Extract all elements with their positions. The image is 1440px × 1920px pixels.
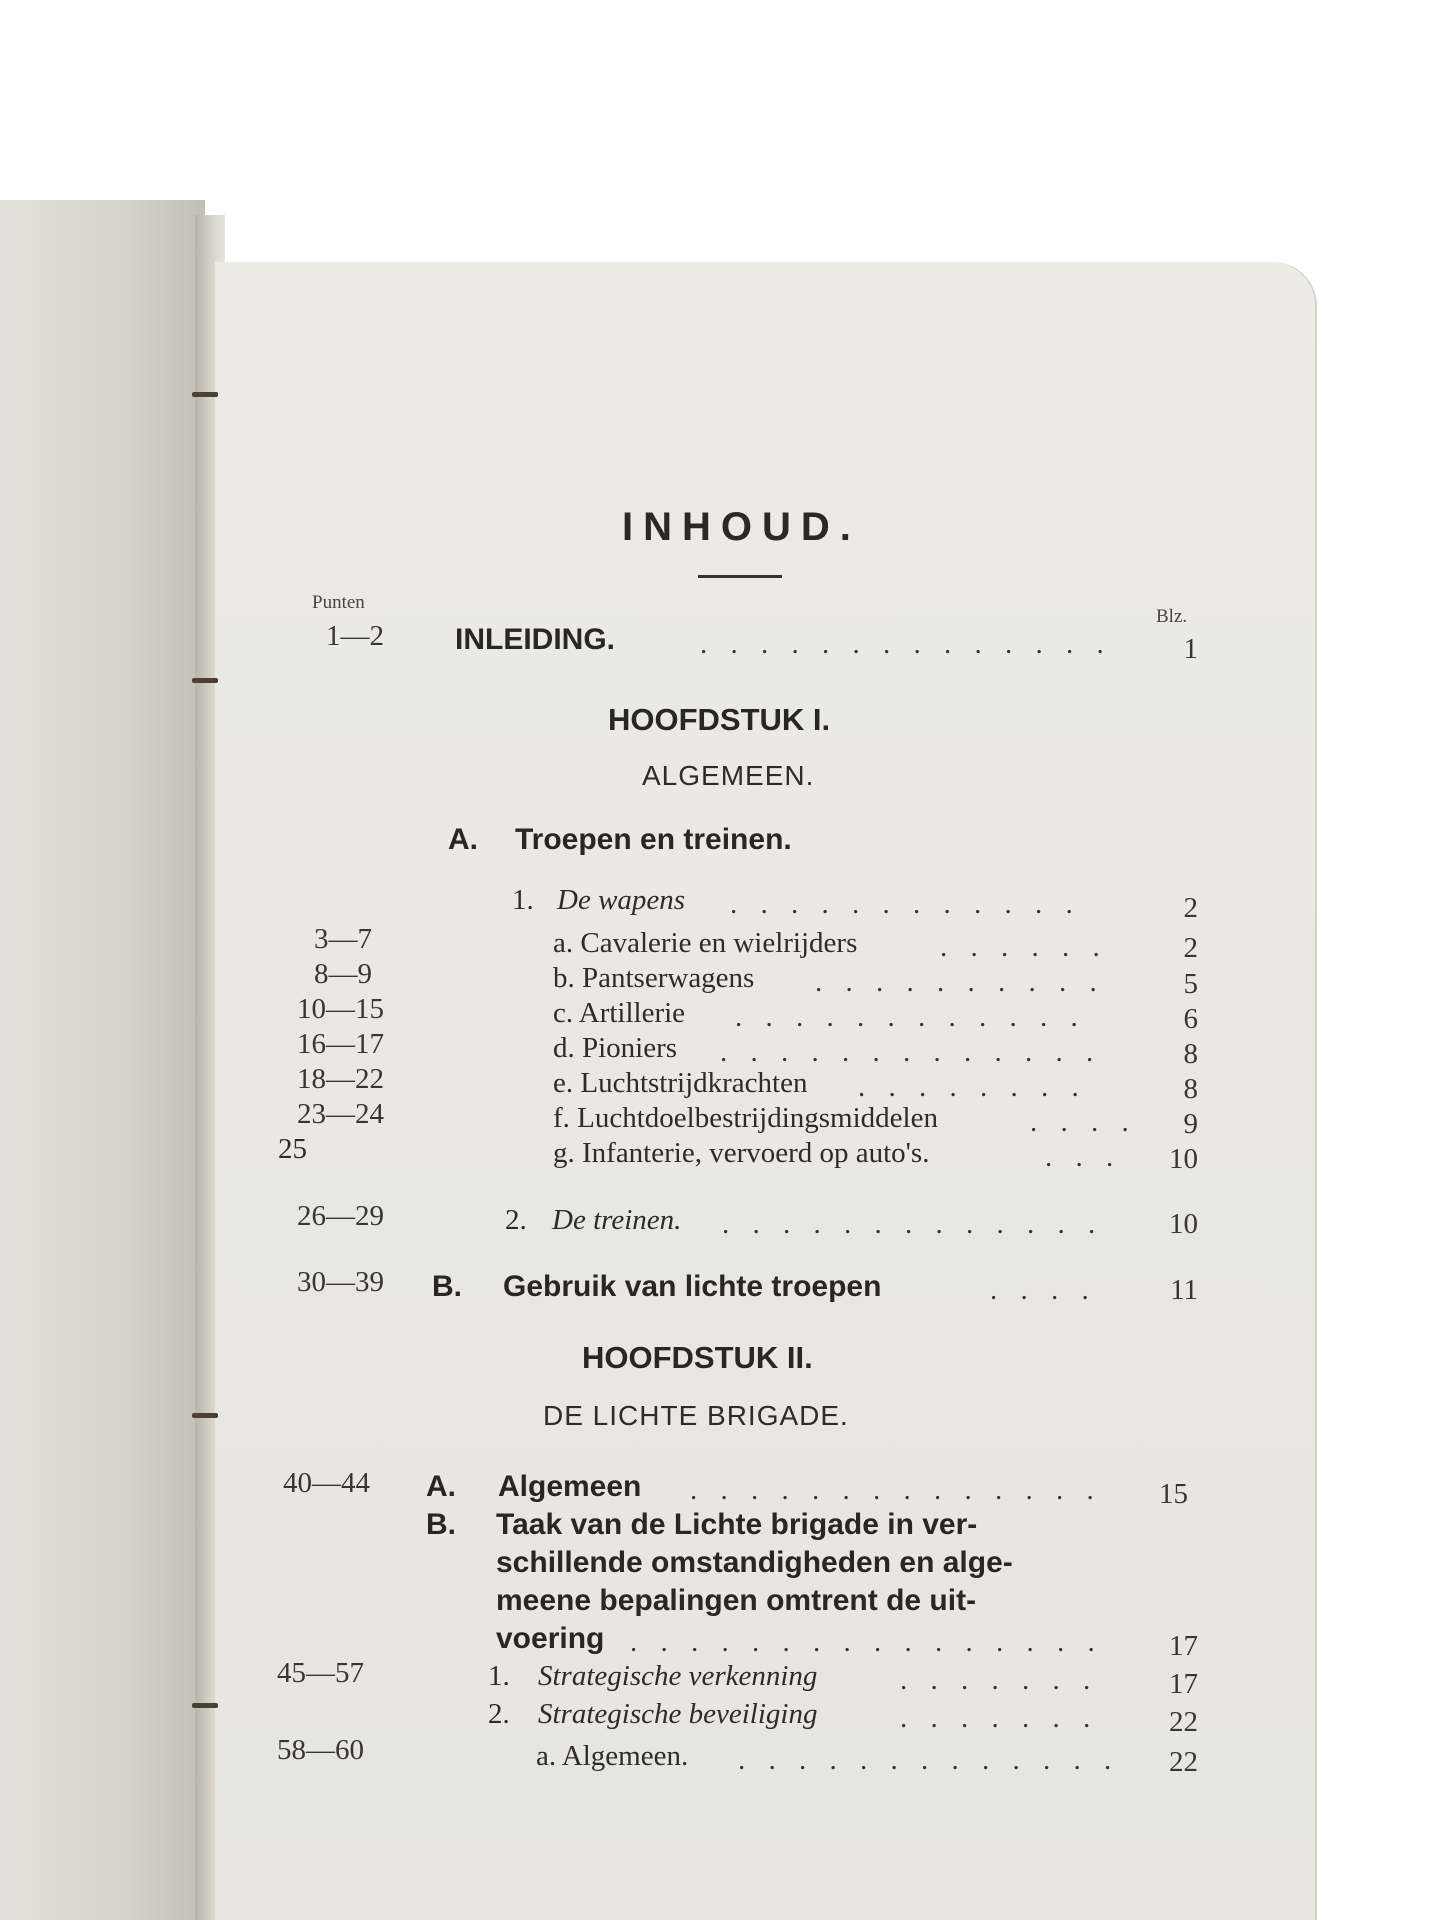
subsection-label: Strategische verkenning [538,1660,818,1692]
entry-page: 8 [1183,1038,1198,1070]
leader-dots: . . . . . . . . . . . . . [720,1036,1102,1068]
entry-points: 8—9 [314,958,372,990]
entry-points: 40—44 [283,1467,370,1499]
chapter-subheading: DE LICHTE BRIGADE. [543,1400,849,1431]
chapter-heading: HOOFDSTUK II. [582,1340,813,1375]
section-letter: A. [426,1470,456,1503]
entry-page: 11 [1170,1274,1198,1306]
leader-dots: . . . . . . . . . . . . [735,1001,1086,1033]
section-letter: A. [448,823,478,856]
left-page [0,200,205,1920]
section-label: Gebruik van lichte troepen [503,1270,882,1303]
leader-dots: . . . . [990,1274,1097,1306]
entry-page: 1 [1183,633,1198,665]
subsection-number: 1. [488,1660,510,1692]
entry-page: 22 [1169,1746,1198,1778]
section-label: Troepen en treinen. [515,823,792,856]
subsection-number: 2. [488,1698,510,1730]
binding-stitch [192,1413,218,1418]
entry-label: a. Algemeen. [536,1740,689,1772]
leader-dots: . . . . [1030,1106,1137,1138]
title-rule [698,575,782,578]
entry-page: 5 [1183,968,1198,1000]
entry-points: 30—39 [297,1266,384,1298]
leader-dots: . . . . . . . . . . . . . . . . [630,1626,1103,1658]
section-letter: B. [432,1270,462,1303]
chapter-heading: HOOFDSTUK I. [608,702,831,737]
section-letter: B. [426,1508,456,1541]
section-label-line: voering [496,1622,605,1655]
column-header-page: Blz. [1156,606,1188,627]
entry-label: e. Luchtstrijdkrachten [553,1067,808,1099]
subsection-label: De treinen. [552,1204,682,1236]
leader-dots: . . . . . . . . . . . . . [738,1744,1120,1776]
entry-points: 23—24 [297,1098,384,1130]
page-title: INHOUD. [622,505,861,549]
entry-page: 2 [1183,892,1198,924]
section-label-line: Taak van de Lichte brigade in ver- [496,1508,978,1541]
entry-points: 58—60 [277,1734,364,1766]
entry-page: 17 [1169,1630,1198,1662]
entry-page: 15 [1159,1478,1188,1510]
entry-page: 10 [1169,1143,1198,1175]
entry-page: 9 [1183,1108,1198,1140]
binding-stitch [192,1703,218,1708]
entry-page: 10 [1169,1208,1198,1240]
entry-label: f. Luchtdoelbestrijdingsmiddelen [553,1102,938,1134]
column-header-points: Punten [312,592,365,613]
leader-dots: . . . [1045,1141,1122,1173]
entry-points: 45—57 [277,1657,364,1689]
leader-dots: . . . . . . . . . . [815,966,1105,998]
entry-label: INLEIDING. [455,623,616,656]
section-label-line: schillende omstandigheden en alge- [496,1546,1013,1579]
entry-label: c. Artillerie [553,997,686,1029]
binding-stitch [192,678,218,683]
entry-points: 25 [278,1133,307,1165]
leader-dots: . . . . . . . [900,1664,1099,1696]
section-label: Algemeen [498,1470,642,1503]
binding-stitch [192,392,218,397]
chapter-subheading: ALGEMEEN. [642,760,815,791]
section-label-line: meene bepalingen omtrent de uit- [496,1584,977,1617]
leader-dots: . . . . . . . . . . . . . . [690,1474,1102,1506]
entry-page: 17 [1169,1668,1198,1700]
entry-page: 2 [1183,932,1198,964]
leader-dots: . . . . . . . . . . . . . . [700,628,1112,660]
leader-dots: . . . . . . . . . . . . [730,888,1081,920]
leader-dots: . . . . . . . . . . . . . [722,1208,1104,1240]
entry-points: 18—22 [297,1063,384,1095]
entry-points: 10—15 [297,993,384,1025]
subsection-label: Strategische beveiliging [538,1698,818,1730]
subsection-number: 1. [512,884,534,916]
entry-label: a. Cavalerie en wielrijders [553,927,858,959]
entry-page: 6 [1183,1003,1198,1035]
entry-label: b. Pantserwagens [553,962,755,994]
subsection-label: De wapens [557,884,686,916]
entry-label: g. Infanterie, vervoerd op auto's. [553,1137,930,1169]
entry-page: 22 [1169,1706,1198,1738]
leader-dots: . . . . . . [940,931,1108,963]
entry-points: 3—7 [314,923,372,955]
entry-label: d. Pioniers [553,1032,678,1064]
subsection-number: 2. [505,1204,527,1236]
entry-page: 8 [1183,1073,1198,1105]
leader-dots: . . . . . . . [900,1702,1099,1734]
entry-points: 16—17 [297,1028,384,1060]
entry-points: 1—2 [326,620,384,652]
entry-points: 26—29 [297,1200,384,1232]
leader-dots: . . . . . . . . [858,1071,1087,1103]
